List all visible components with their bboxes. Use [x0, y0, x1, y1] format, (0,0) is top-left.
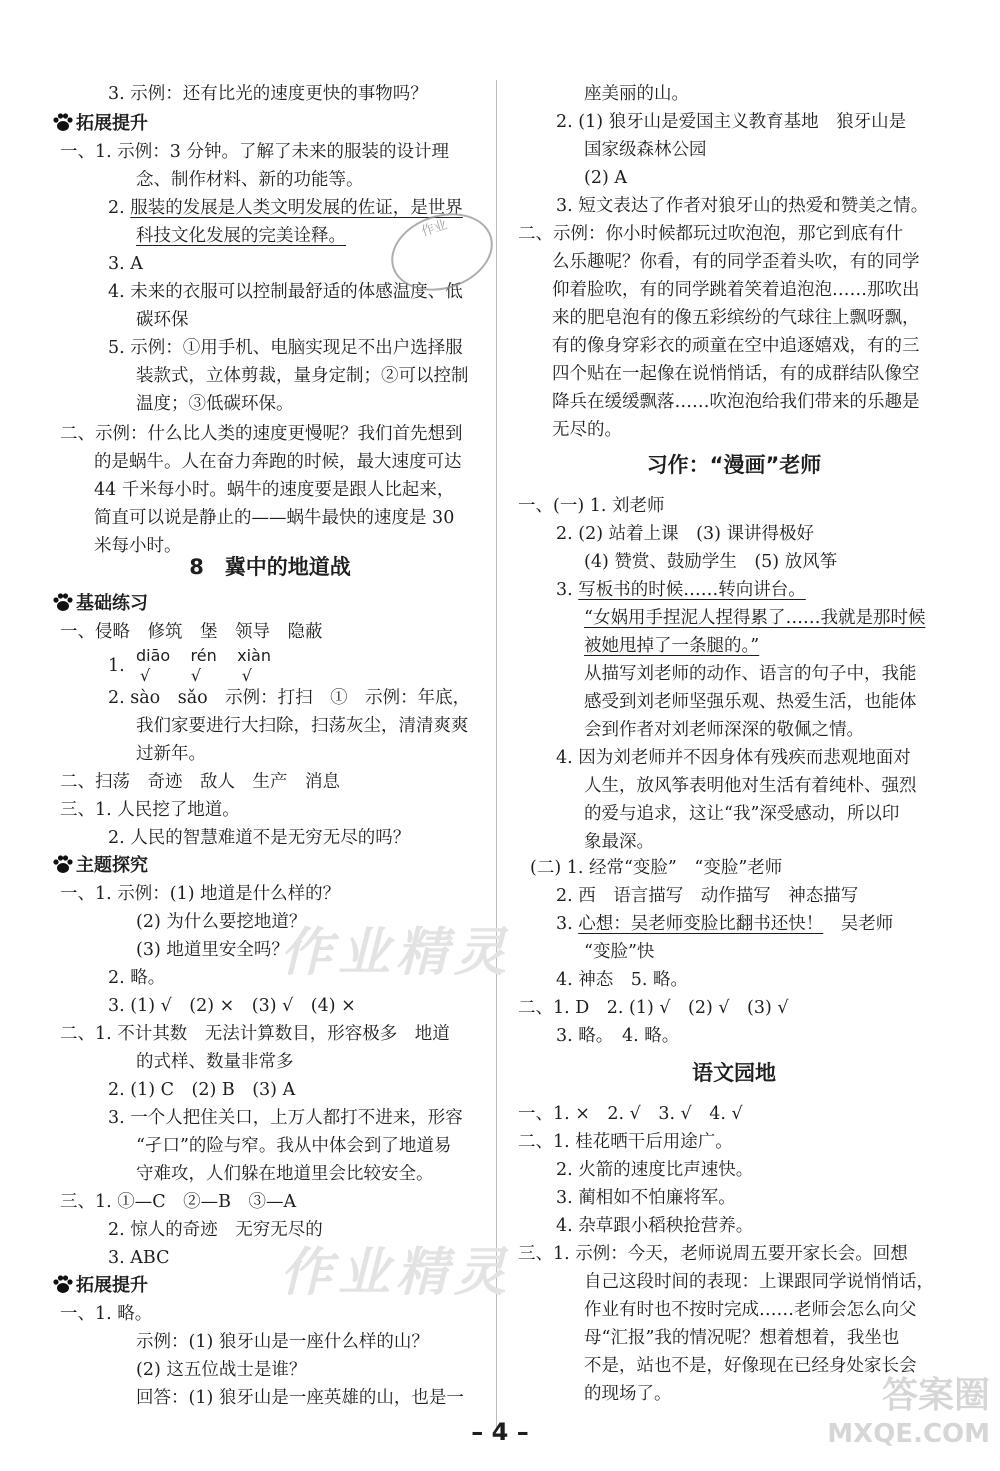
text-line: 二、1. D 2. (1) √ (2) √ (3) √: [518, 998, 789, 1018]
section-heading-text: 基础练习: [76, 593, 148, 614]
text-line: 念、制作材料、新的功能等。: [136, 170, 364, 190]
text-line: 3. 一个人把住关口，上万人都打不进来，形容: [108, 1108, 463, 1128]
underlined-answer: 科技文化发展的完美诠释。: [136, 226, 346, 246]
underlined-answer: 服装的发展是人类文明发展的佐证，是世界: [130, 198, 463, 218]
text-line: [136, 222, 346, 250]
text-line: 2. 略。: [108, 968, 166, 988]
text-line: 2. 西 语言描写 动作描写 神态描写: [556, 886, 859, 906]
text-line: 2. (2) 站着上课 (3) 课讲得极好: [556, 524, 814, 544]
text-line: (二) 1. 经常“变脸” “变脸”老师: [530, 858, 783, 878]
pinyin-row: diāo rén xiàn: [136, 646, 271, 665]
text-line: 3. (1) √ (2) × (3) √ (4) ×: [108, 996, 356, 1016]
underlined-answer: 写板书的时候……转向讲台。: [578, 580, 806, 600]
text-line: 三、1. 人民挖了地道。: [60, 800, 240, 820]
watermark: 作业精灵: [280, 1243, 513, 1303]
text-line: 感受到刘老师坚强乐观、热爱生活，也能体: [584, 692, 917, 712]
text-line: (4) 赞赏、鼓励学生 (5) 放风筝: [584, 552, 838, 572]
text-line: 的现场了。: [584, 1384, 672, 1404]
text-line: 2. (1) 狼牙山是爱国主义教育基地 狼牙山是: [556, 112, 907, 132]
text-line: 3. ABC: [108, 1248, 170, 1268]
text-line: (2) 为什么要挖地道？: [136, 912, 307, 932]
underlined-answer: “女娲用手捏泥人捏得累了……我就是那时候: [584, 608, 926, 628]
underlined-answer: 被她甩掉了一条腿的。”: [584, 636, 760, 656]
text-line: 过新年。: [136, 744, 206, 764]
text-line: 从描写刘老师的动作、语言的句子中，我能: [584, 664, 917, 684]
text-line: 4. 杂草跟小稻秧抢营养。: [556, 1216, 754, 1236]
text-line: (3) 地道里安全吗？: [136, 940, 289, 960]
text-line: 无尽的。: [552, 420, 622, 440]
text-line: 仰着脸吹，有的同学跳着笑着追泡泡……那吹出: [552, 280, 920, 300]
text-line: 会到作者对刘老师深深的敬佩之情。: [584, 720, 864, 740]
text-line: 一、1. 略。: [60, 1304, 153, 1324]
item-number: 1.: [108, 656, 125, 676]
text-line: 人生，放风筝表明他对生活有着纯朴、强烈: [584, 776, 917, 796]
text-line: 3. A: [108, 254, 143, 274]
text-line: 2. 人民的智慧难道不是无穷无尽的吗？: [108, 828, 411, 848]
text-line: 44 千米每小时。蜗牛的速度要是跟人比起来，: [94, 480, 455, 500]
text-line: 三、1. 示例：今天，老师说周五要开家长会。回想: [518, 1244, 908, 1264]
text-line: 二、示例：什么比人类的速度更慢呢？我们首先想到: [60, 424, 463, 444]
underlined-answer: 心想：吴老师变脸比翻书还快！: [578, 914, 824, 934]
text-line: 二、示例：你小时候都玩过吹泡泡，那它到底有什: [518, 224, 903, 244]
text-line: 4. 因为刘老师并不因身体有残疾而悲观地面对: [556, 748, 911, 768]
page-number: – 4 –: [471, 1418, 529, 1446]
corner-watermark-text: 答案圈: [881, 1375, 990, 1416]
text-line: 2. 火箭的速度比声速快。: [556, 1160, 754, 1180]
text-line: 不是，站也不是，好像现在已经身处家长会: [584, 1356, 917, 1376]
text-line: 有的像身穿彩衣的顽童在空中追逐嬉戏，有的三: [552, 336, 920, 356]
text-line: 3. 蔺相如不怕廉将军。: [556, 1188, 736, 1208]
text-line: 回答：(1) 狼牙山是一座英雄的山，也是一: [136, 1388, 464, 1408]
text-line: 三、1. ①—C ②—B ③—A: [60, 1192, 297, 1212]
text-line: 国家级森林公园: [584, 140, 707, 160]
lesson-title: 语文园地: [692, 1061, 776, 1085]
text-line: 一、(一) 1. 刘老师: [518, 496, 665, 516]
text-line: [584, 632, 759, 660]
text-line: 2. 惊人的奇迹 无穷无尽的: [108, 1220, 323, 1240]
text-line: [584, 604, 925, 632]
section-heading-text: 拓展提升: [76, 113, 148, 134]
text-line: 二、1. 桂花晒干后用途广。: [518, 1132, 733, 1152]
section-heading: [52, 852, 148, 880]
text-line: 碳环保: [136, 310, 189, 330]
text-line: 我们家要进行大扫除，扫荡灰尘，清清爽爽: [136, 716, 469, 736]
text-line: 自己这段时间的表现：上课跟同学说悄悄话，: [584, 1272, 934, 1292]
text-line: 母“汇报”我的情况呢？想着想着，我坐也: [584, 1328, 900, 1348]
item-number: 2.: [108, 198, 131, 218]
stamp-text: 作业: [419, 217, 450, 240]
text-line: 一、1. × 2. √ 3. √ 4. √: [518, 1104, 743, 1124]
text-line: 的式样、数量非常多: [136, 1052, 294, 1072]
column-divider: [496, 80, 497, 1430]
watermark: 作业精灵: [280, 923, 513, 983]
text-line: 二、1. 不计其数 无法计算数目，形容极多 地道: [60, 1024, 450, 1044]
section-heading: [52, 590, 148, 618]
item-number: 3.: [556, 580, 579, 600]
corner-watermark-url: MXQE.COM: [827, 1419, 990, 1449]
text-line: 4. 未来的衣服可以控制最舒适的体感温度、低: [108, 282, 463, 302]
text-line: 3. 示例：还有比光的速度更快的事物吗？: [108, 84, 428, 104]
section-heading: [52, 110, 148, 138]
item-number: 3.: [556, 914, 579, 934]
text-fragment: 吴老师: [823, 914, 894, 934]
paw-icon: [52, 112, 74, 132]
text-line: 来的肥皂泡有的像五彩缤纷的气球往上飘呀飘，: [552, 308, 920, 328]
text-line: 守难攻，人们躲在地道里会比较安全。: [136, 1164, 434, 1184]
paw-icon: [52, 1274, 74, 1294]
text-line: 3. 略。 4. 略。: [556, 1026, 680, 1046]
text-line: 2. (1) C (2) B (3) A: [108, 1080, 296, 1100]
text-line: 示例：(1) 狼牙山是一座什么样的山？: [136, 1332, 429, 1352]
text-line: [556, 576, 806, 604]
text-line: 降兵在缓缓飘落……吹泡泡给我们带来的乐趣是: [552, 392, 920, 412]
text-line: “孑口”的险与窄。我从中体会到了地道易: [136, 1136, 452, 1156]
text-line: 的是蜗牛。人在奋力奔跑的时候，最大速度可达: [94, 452, 462, 472]
lesson-title: 习作：“漫画”老师: [646, 453, 822, 477]
text-line: 么乐趣呢？你看，有的同学歪着头吹，有的同学: [552, 252, 920, 272]
lesson-title: 8 冀中的地道战: [189, 555, 351, 579]
text-line: 温度；③低碳环保。: [136, 394, 294, 414]
text-line: [108, 194, 463, 222]
checkmark-row: √ √ √: [140, 666, 252, 685]
paw-icon: [52, 592, 74, 612]
text-line: 装款式，立体剪裁，量身定制；②可以控制: [136, 366, 469, 386]
section-heading: [52, 1272, 148, 1300]
paw-icon: [52, 854, 74, 874]
text-line: 二、扫荡 奇迹 敌人 生产 消息: [60, 772, 340, 792]
section-heading-text: 主题探究: [76, 855, 148, 876]
text-line: 四个贴在一起像在说悄悄话，有的成群结队像空: [552, 364, 920, 384]
text-line: 米每小时。: [94, 536, 182, 556]
text-line: 象最深。: [584, 832, 654, 852]
text-line: 4. 神态 5. 略。: [556, 970, 689, 990]
text-line: 一、1. 示例：3 分钟。了解了未来的服装的设计理: [60, 142, 449, 162]
text-line: 5. 示例：①用手机、电脑实现足不出户选择服: [108, 338, 463, 358]
text-line: 2. sào sǎo 示例：打扫 ① 示例：年底，: [108, 688, 471, 708]
text-line: [556, 910, 893, 938]
text-line: (2) 这五位战士是谁？: [136, 1360, 307, 1380]
text-line: 简直可以说是静止的——蜗牛最快的速度是 30: [94, 508, 455, 528]
text-line: 的爱与追求，这让“我”深受感动，所以印: [584, 804, 900, 824]
section-heading-text: 拓展提升: [76, 1275, 148, 1296]
text-line: (2) A: [584, 168, 627, 188]
text-line: “变脸”快: [584, 942, 655, 962]
text-line: 一、1. 示例：(1) 地道是什么样的？: [60, 884, 341, 904]
text-line: 作业有时也不按时完成……老师会怎么向父: [584, 1300, 917, 1320]
text-line: 3. 短文表达了作者对狼牙山的热爱和赞美之情。: [556, 196, 929, 216]
text-line: 一、侵略 修筑 堡 领导 隐蔽: [60, 622, 323, 642]
text-line: 座美丽的山。: [584, 84, 689, 104]
